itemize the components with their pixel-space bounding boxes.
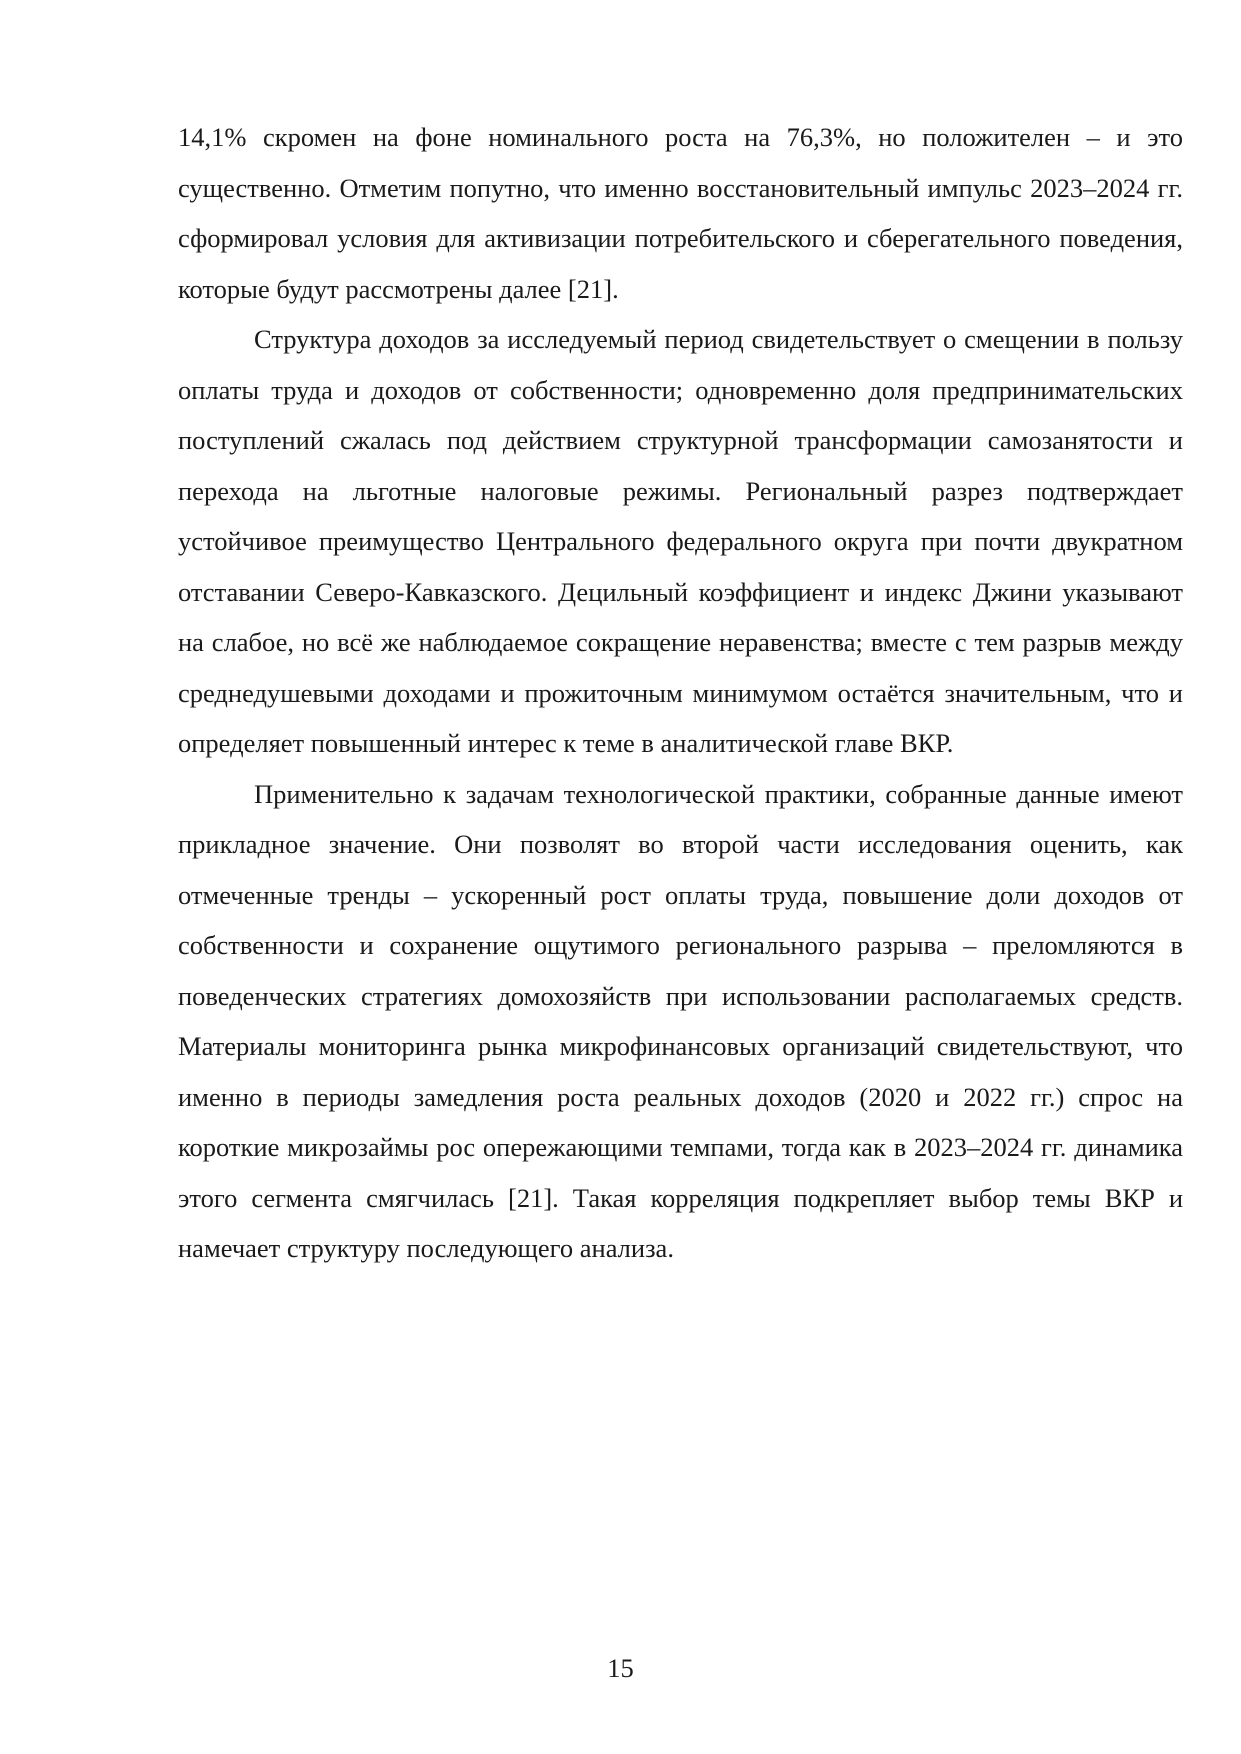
paragraph-practical-application: Применительно к задачам технологической практики, собранные данные имеют прикладное значение. Они позволят во второй части исследования оценить, как отмеченные тренды – ускоренный рост оплаты труда, повышение доли доходов от собственности и сохранение ощутимого регионального разрыва – преломляются в поведенческих стратегиях домохозяйств при использовании располагаемых средств. Материалы мониторинга рынка микрофинансовых организаций свидетельствуют, что именно в периоды замедления роста реальных доходов (2020 и 2022 гг.) спрос на короткие микрозаймы рос опережающими темпами, тогда как в 2023–2024 гг. динамика этого сегмента смягчилась [21]. Такая корреляция подкрепляет выбор темы ВКР и намечает структуру последующего анализа. xyxy=(178,778,1183,1263)
paragraph-continuation: 14,1% скромен на фоне номинального роста на 76,3%, но положителен – и это существенно. Отметим попутно, что именно восстановительный импульс 2023–2024 гг. сформировал условия для активизации потребительского и сберегательного поведения, которые будут рассмотрены далее [21]. xyxy=(178,122,1183,304)
body-text xyxy=(178,112,1183,1274)
paragraph-income-structure: Структура доходов за исследуемый период свидетельствует о смещении в пользу оплаты труда и доходов от собственности; одновременно доля предпринимательских поступлений сжалась под действием структурной трансформации самозанятости и перехода на льготные налоговые режимы. Региональный разрез подтверждает устойчивое преимущество Центрального федерального округа при почти двукратном отставании Северо-Кавказского. Децильный коэффициент и индекс Джини указывают на слабое, но всё же наблюдаемое сокращение неравенства; вместе с тем разрыв между среднедушевыми доходами и прожиточным минимумом остаётся значительным, что и определяет повышенный интерес к теме в аналитической главе ВКР. xyxy=(178,324,1183,758)
page-number: 15 xyxy=(607,1653,634,1683)
